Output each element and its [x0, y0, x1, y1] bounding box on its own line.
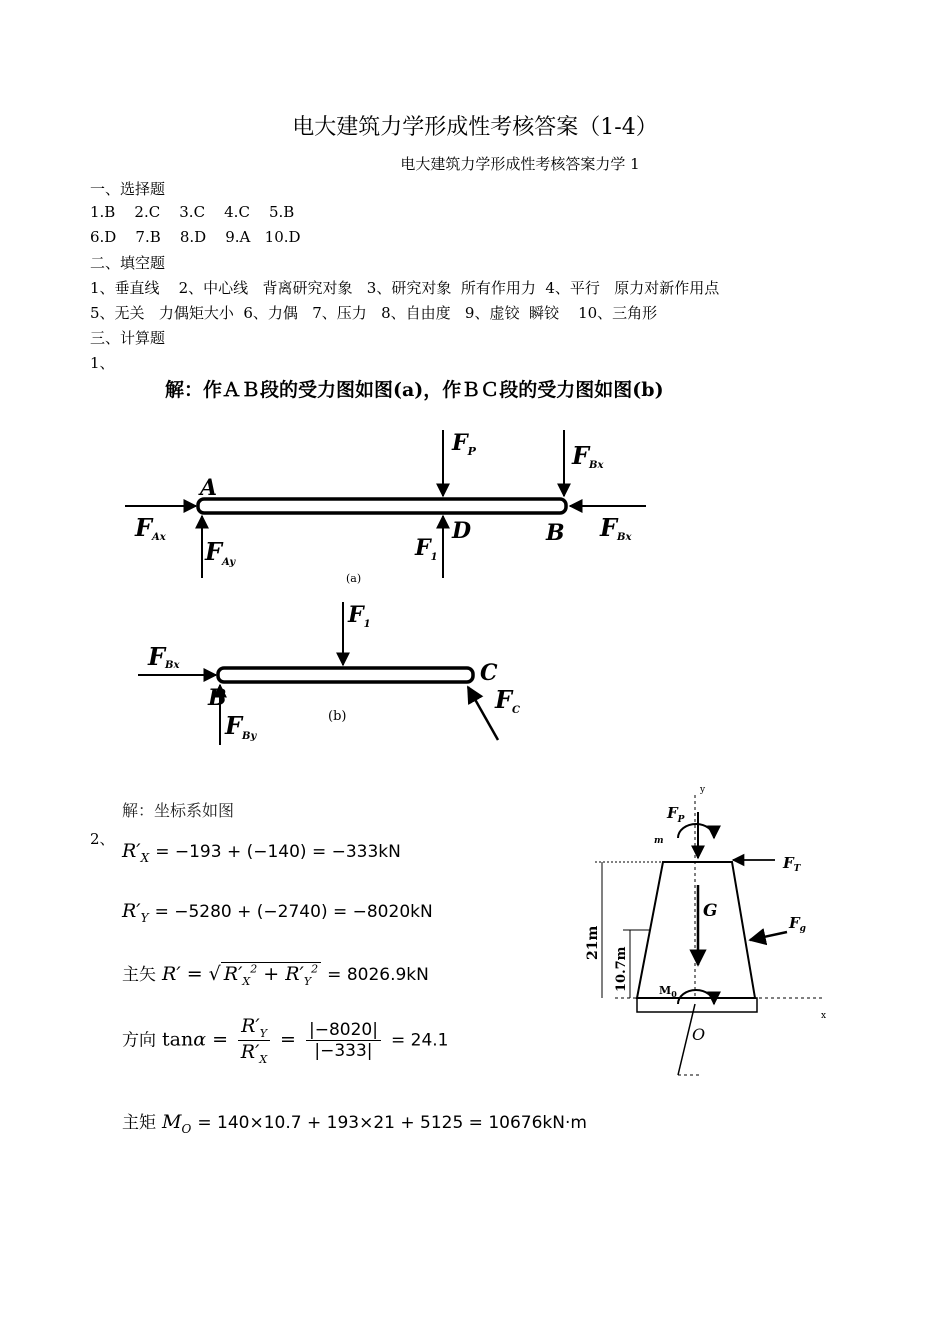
label-21m: 21m [585, 925, 601, 960]
tan-denominator: |−333| [314, 1040, 373, 1061]
formula-rx: $R'_X = -193 + (-140) = -333kN$ [122, 840, 401, 865]
diagram-b-label: (b) [328, 709, 347, 724]
fill-answers-row-2: 5、无关 力偶矩大小 6、力偶 7、压力 8、自由度 9、虚铰 瞬铰 10、三角形 [90, 304, 658, 322]
question-1-label: 1、 [90, 354, 115, 372]
label-fbx-top: FBx [572, 441, 604, 471]
ry-value: = −5280 + (−2740) = −8020kN [154, 902, 433, 922]
choice-answers-row-2: 6.D 7.B 8.D 9.A 10.D [90, 228, 301, 246]
label-fbx-right: FBx [600, 513, 632, 543]
direction-label: 方向 [122, 1030, 156, 1051]
page-subtitle: 电大建筑力学形成性考核答案力学 1 [400, 155, 640, 173]
formula-main-moment: 主矩 $M_O = 140\times 10.7 + 193\times 21 + 5125 = 10676kN\cdot m$ [122, 1111, 587, 1136]
moment-m-arrow [678, 824, 714, 838]
point-b-label-b: B [208, 685, 227, 711]
dam-base [637, 998, 757, 1012]
label-o: O [692, 1025, 706, 1044]
axis-y-label: y [700, 785, 706, 795]
force-fg-arrow [750, 932, 787, 940]
label-fp: $F_P$ [452, 430, 476, 458]
label-fc: $F_C$ [495, 685, 521, 716]
choice-header: 一、选择题 [90, 180, 166, 198]
label-fp: $F_P$ [667, 804, 685, 825]
formula-main-vector: 主矢 R′ = √ $R'_X^2 + R'_Y^2 = 8026.9kN$ [122, 962, 429, 988]
free-body-diagrams [110, 370, 900, 755]
label-f1: $F_1$ [415, 535, 438, 563]
label-g: G [703, 901, 718, 921]
label-m: m [654, 836, 664, 846]
dam-body [637, 862, 755, 998]
label-fbx-b: FBx [148, 642, 180, 671]
beam-ab [198, 499, 566, 513]
moment-label: 主矩 [122, 1113, 156, 1133]
figure-caption: 解：作ＡＢ段的受力图如图(a)，作ＢＣ段的受力图如图(b) [165, 379, 664, 401]
beam-bc [218, 668, 473, 682]
main-vector-label: 主矢 [122, 965, 156, 985]
label-ft: $F_T$ [783, 854, 801, 874]
point-b-label: B [546, 520, 565, 546]
main-vector-value: = 8026.9kN [327, 965, 429, 985]
label-fby-b: $F_{By}$ [225, 711, 257, 742]
dam-section-diagram [575, 780, 850, 1080]
fill-header: 二、填空题 [90, 254, 166, 272]
solution-2-header: 解：坐标系如图 [122, 801, 235, 820]
axis-x-label: x [821, 1011, 827, 1021]
label-f1-b: $F_1$ [348, 602, 371, 630]
moment-value: = 140×10.7 + 193×21 + 5125 = 10676kN·m [197, 1113, 587, 1133]
label-10-7m: 10.7m [614, 946, 629, 992]
diagram-a-label: (a) [346, 572, 362, 585]
label-fg: $F_g$ [789, 914, 806, 934]
tan-value: = 24.1 [391, 1030, 449, 1051]
formula-direction: 方向 tanα = $\frac{R'_Y}{R'_X}$ = $\frac{|-8020|}{|-333|}$ = 24.1 [122, 1015, 449, 1066]
point-d-label: D [452, 518, 472, 544]
calc-header: 三、计算题 [90, 329, 166, 347]
choice-answers-row-1: 1.B 2.C 3.C 4.C 5.B [90, 203, 295, 221]
formula-ry: $R'_Y = -5280 + (-2740) = -8020kN$ [122, 900, 433, 925]
label-m0: $M_0$ [659, 984, 677, 999]
page-title: 电大建筑力学形成性考核答案（1-4） [292, 115, 658, 140]
tan-numerator: |−8020| [306, 1020, 381, 1041]
label-fax: FAx [135, 513, 166, 543]
force-fc-arrow [468, 687, 498, 740]
point-c-label: C [480, 660, 498, 686]
fill-answers-row-1: 1、垂直线 2、中心线 背离研究对象 3、研究对象 所有作用力 4、平行 原力对新作用点 [90, 279, 720, 297]
point-a-label: A [200, 475, 218, 501]
label-fay: $F_{Ay}$ [205, 537, 236, 568]
question-2-label: 2、 [90, 830, 115, 848]
rx-value: = −193 + (−140) = −333kN [155, 842, 401, 862]
